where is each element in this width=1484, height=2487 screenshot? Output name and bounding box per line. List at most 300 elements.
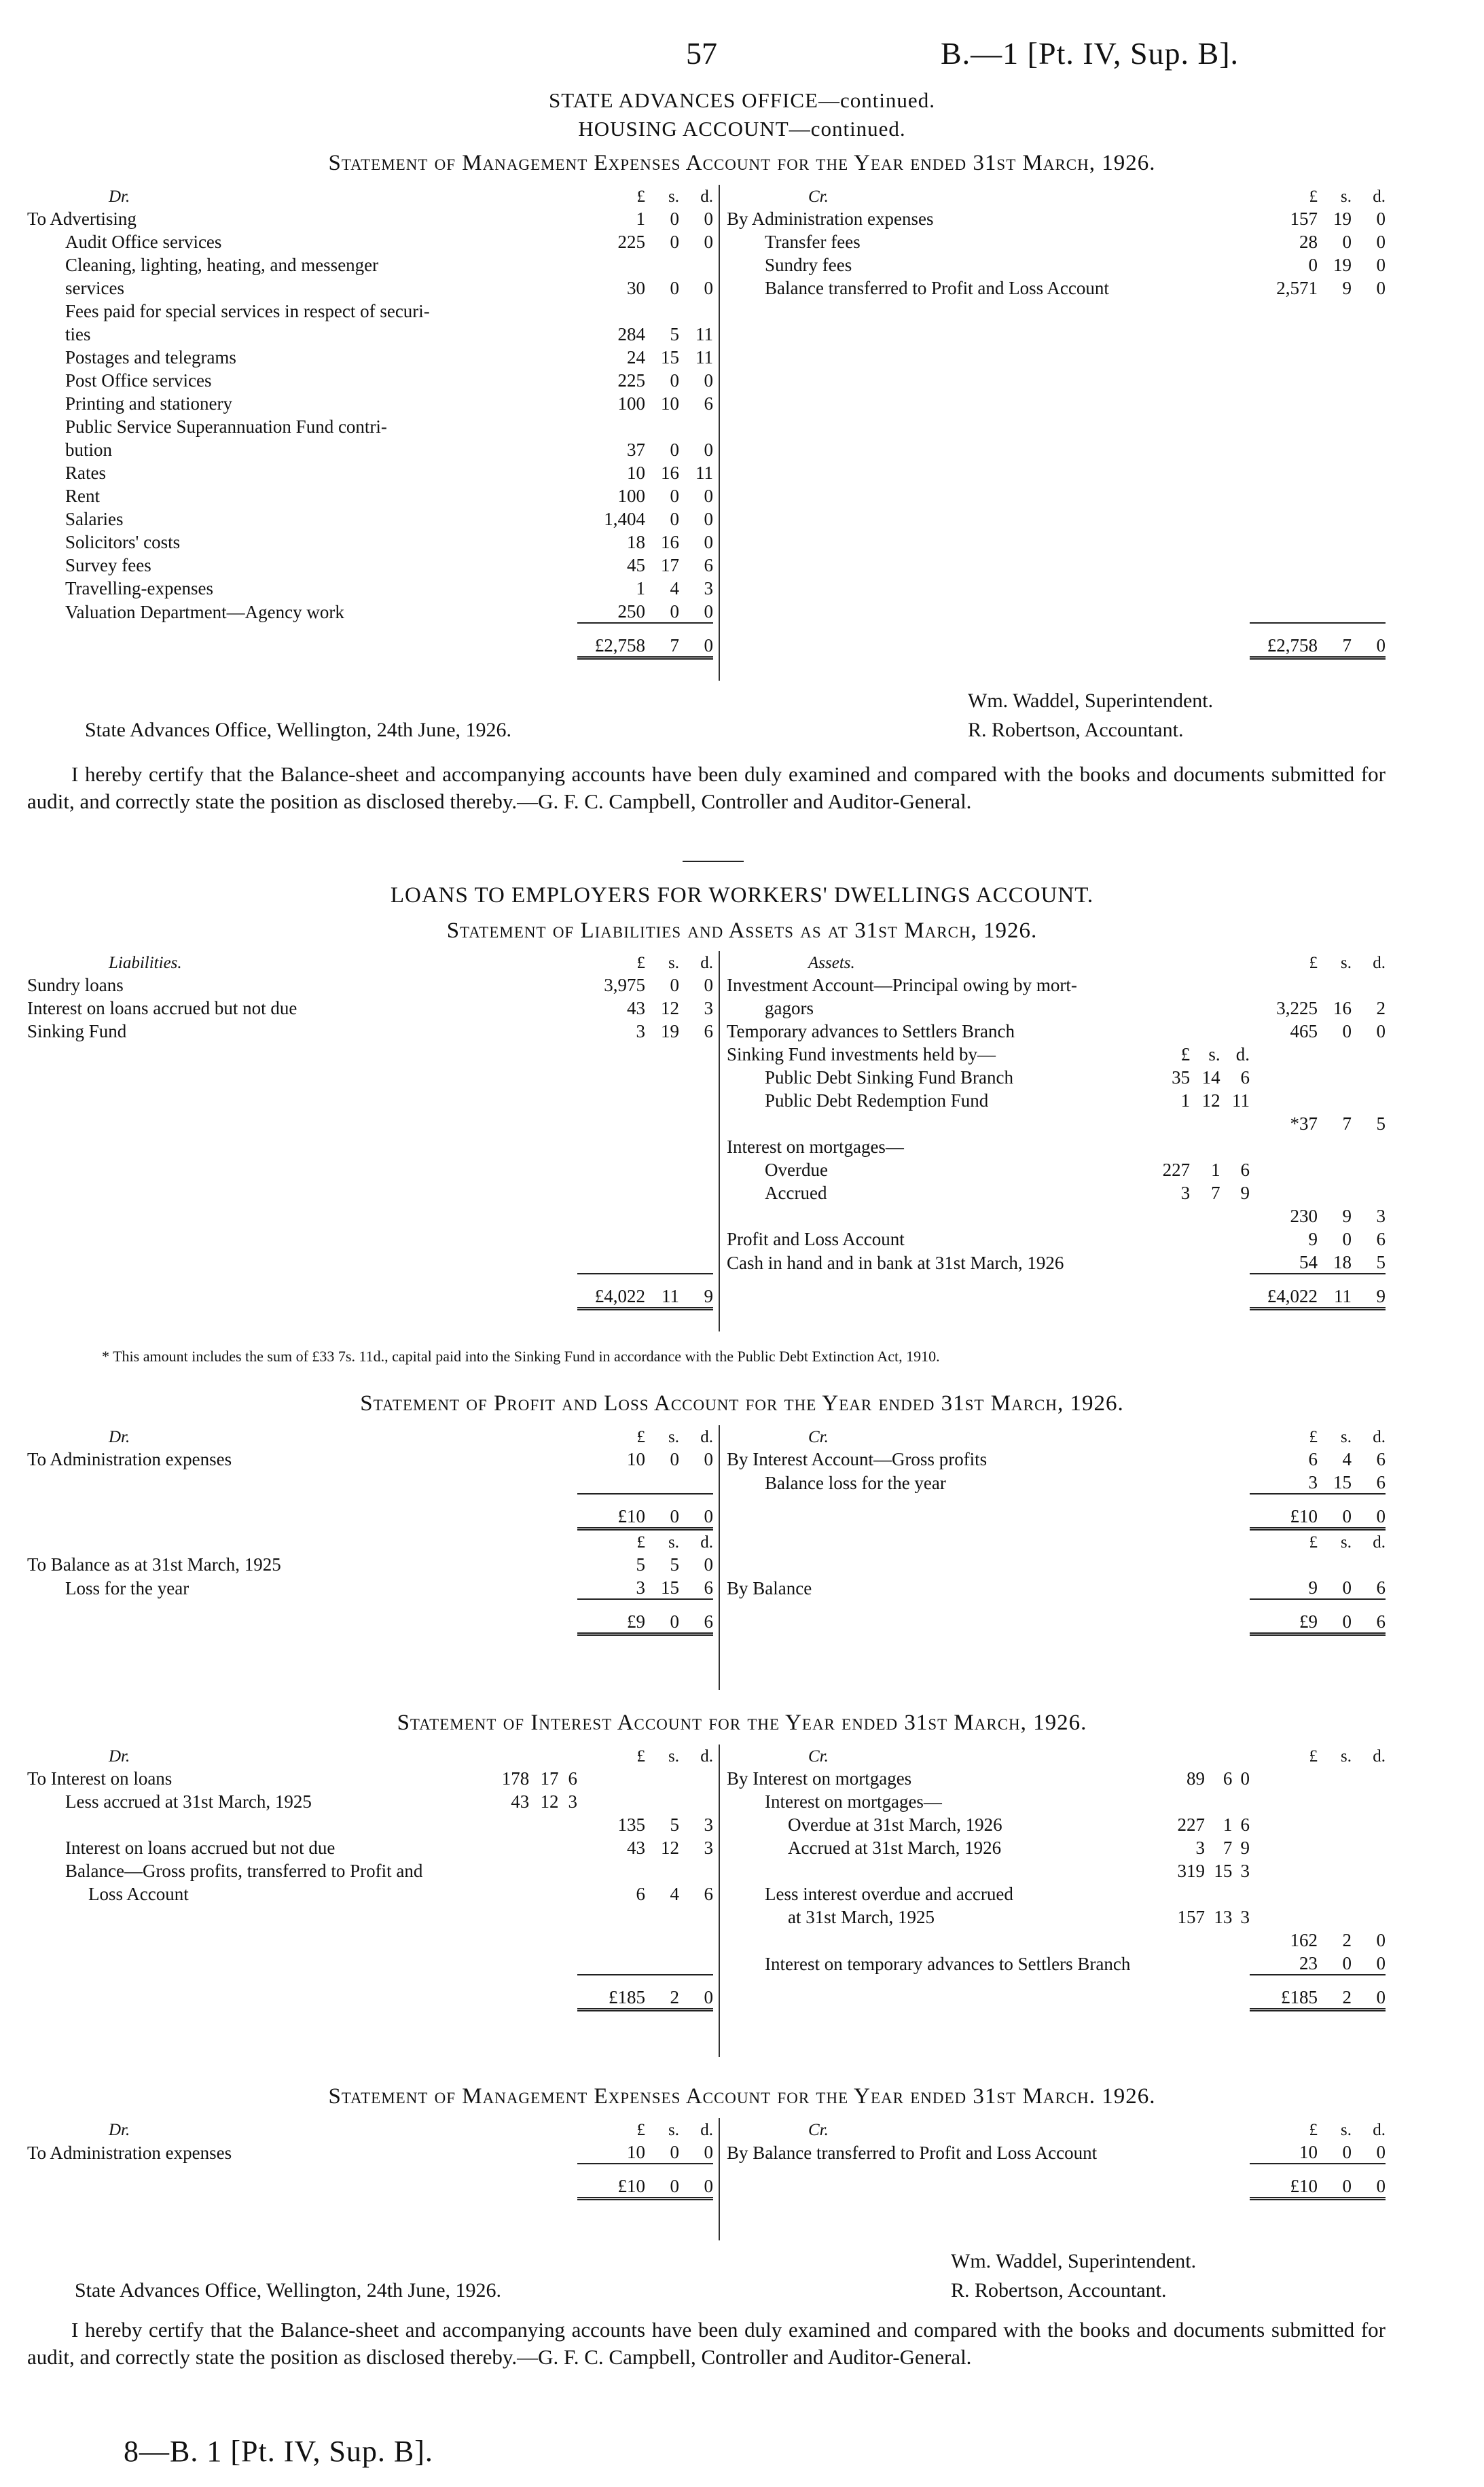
amount-pound: 28 (1299, 232, 1318, 252)
pound-header: £ (1309, 1428, 1318, 1446)
total-s: 7 (1318, 623, 1352, 658)
total-row (27, 623, 713, 658)
amount-pound (577, 1789, 645, 1812)
spacer-row (27, 1042, 713, 1065)
ledger-row (27, 553, 713, 576)
inner-pence (1220, 1250, 1250, 1274)
amount-pound: 54 (1299, 1252, 1318, 1272)
inner-pound: £ (1180, 1044, 1191, 1064)
total-s: 7 (645, 623, 679, 658)
blank-cell (1220, 951, 1250, 973)
blank-cell (1148, 1274, 1190, 1309)
inner-pound (1148, 1111, 1190, 1134)
amount-pound (1250, 1042, 1318, 1065)
blank-cell (1318, 553, 1352, 576)
blank-cell (645, 1042, 679, 1065)
blank-cell (1232, 1745, 1250, 1766)
row-label: Less accrued at 31st March, 1925 (65, 1791, 312, 1812)
amount-pound: 3,225 (1276, 998, 1318, 1018)
ledger-row (27, 599, 713, 623)
side-label: Dr. (109, 2121, 130, 2139)
inner-pence (559, 1812, 577, 1836)
blank-cell (559, 1745, 577, 1766)
blank-cell (679, 1227, 713, 1250)
blank-cell (577, 1905, 645, 1928)
blank-cell (1232, 1975, 1250, 2010)
blank-cell (679, 1928, 713, 1951)
amount-pound: 6 (636, 1884, 645, 1904)
amount-pound (1250, 1859, 1318, 1882)
profit-loss-debit-side (27, 1425, 713, 1636)
blank-cell (645, 1250, 679, 1274)
blank-cell (1318, 299, 1352, 322)
row-label: Cash in hand and in bank at 31st March, 1926 (727, 1253, 1064, 1273)
spacer-row (27, 1250, 713, 1274)
pound-header: £ (636, 1533, 645, 1552)
amount-shilling: 4 (1342, 1449, 1352, 1469)
row-label: Rates (65, 463, 106, 483)
balance-sheet-title: Statement of Liabilities and Assets as at 31st March, 1926. (446, 918, 1038, 943)
blank-cell (1318, 322, 1352, 345)
row-label: Rent (65, 486, 100, 506)
assets-side (727, 951, 1386, 1310)
ledger-row (27, 484, 713, 507)
spacer-row (27, 1088, 713, 1111)
blank-cell (679, 1042, 713, 1065)
amount-shilling: 0 (670, 278, 679, 298)
ledger-row (727, 1928, 1386, 1951)
amount-pound (1250, 1905, 1318, 1928)
blank-cell (1352, 576, 1386, 599)
amount-pence (679, 414, 713, 437)
blank-cell (1250, 345, 1318, 368)
inner-pound (1148, 1227, 1190, 1250)
signature1-place: State Advances Office, Wellington, 24th June, 1926. (85, 719, 512, 741)
blank-cell (645, 1065, 679, 1088)
blank-cell (679, 1204, 713, 1227)
shilling-header: s. (668, 1747, 679, 1766)
amount-shilling (1318, 1158, 1352, 1181)
ledger-row (27, 1836, 713, 1859)
inner-pence (559, 1882, 577, 1905)
spacer-row (727, 1552, 1386, 1575)
blank-cell (27, 1951, 489, 1975)
total-s: 0 (645, 2164, 679, 2199)
inner-pence (559, 1836, 577, 1859)
amount-pound: 465 (1290, 1021, 1318, 1041)
amount-pound: 162 (1290, 1930, 1318, 1950)
total-row (727, 2164, 1386, 2199)
blank-cell (577, 1928, 645, 1951)
spacer-row (27, 1111, 713, 1134)
ledger-row (27, 1766, 713, 1789)
amount-pound (1250, 1836, 1318, 1859)
amount-pound (1250, 1181, 1318, 1204)
blank-cell (529, 1928, 558, 1951)
inner-pence: 6 (1240, 1814, 1250, 1835)
pound-header: £ (636, 187, 645, 206)
blank-cell (727, 437, 1250, 461)
blank-cell (1352, 368, 1386, 391)
amount-shilling: 0 (1342, 1577, 1352, 1598)
ledger-row (727, 1042, 1386, 1065)
amount-pence (1352, 1882, 1386, 1905)
ledger-row (27, 973, 713, 996)
blank-cell (27, 1599, 577, 1634)
ledger-row (727, 230, 1386, 253)
total-row (27, 1599, 713, 1634)
blank-cell (27, 623, 577, 658)
side-label: Dr. (109, 1747, 130, 1766)
amount-shilling: 2 (1342, 1930, 1352, 1950)
blank-cell (529, 1951, 558, 1975)
amount-pound: 6 (1308, 1449, 1318, 1469)
pence-header: d. (1373, 1533, 1386, 1552)
total-row (727, 1975, 1386, 2010)
amount-pence: 0 (704, 209, 713, 229)
blank-cell (679, 1111, 713, 1134)
amount-pence: 0 (704, 2142, 713, 2162)
row-label: By Balance transferred to Profit and Loss Account (727, 2143, 1098, 2163)
ledger-row (727, 1111, 1386, 1134)
amount-shilling: 15 (661, 1577, 679, 1598)
spacer-row (727, 576, 1386, 599)
loans-mgmt-debit-side (27, 2118, 713, 2200)
ledger-row (727, 1882, 1386, 1905)
amount-pound: 100 (617, 393, 645, 414)
blank-cell (727, 507, 1250, 530)
ledger-row (727, 1065, 1386, 1088)
inner-shilling: 15 (1214, 1861, 1233, 1881)
blank-cell (645, 1158, 679, 1181)
shilling-header: s. (668, 2121, 679, 2139)
row-label: at 31st March, 1925 (788, 1907, 935, 1927)
inner-pence: 3 (1240, 1861, 1250, 1881)
inner-shilling (1205, 1882, 1232, 1905)
inner-pence (1220, 973, 1250, 996)
total-p: £2,758 (1250, 623, 1318, 658)
row-label: Audit Office services (65, 232, 222, 252)
spacer-row (727, 414, 1386, 437)
inner-pence (559, 1859, 577, 1882)
amount-pence: 3 (1376, 1206, 1386, 1226)
blank-cell (727, 599, 1250, 623)
side-label (27, 1529, 577, 1553)
row-label: Sundry loans (27, 975, 124, 995)
blank-cell (727, 2164, 1250, 2199)
total-p: £4,022 (577, 1274, 645, 1309)
total-p: £10 (577, 1494, 645, 1529)
spacer-row (727, 553, 1386, 576)
profit-loss-credit-side (727, 1425, 1386, 1636)
housing-mgmt-statement (27, 185, 1386, 687)
total-d: 0 (1352, 1494, 1386, 1529)
blank-cell (1352, 391, 1386, 414)
row-label: Interest on loans accrued but not due (65, 1838, 336, 1858)
inner-pence (1232, 1882, 1250, 1905)
blank-cell (679, 1134, 713, 1158)
ledger-row (27, 2140, 713, 2164)
profit-loss-title: Statement of Profit and Loss Account for the Year ended 31st March, 1926. (360, 1391, 1124, 1416)
inner-pence (1220, 1204, 1250, 1227)
row-label: Overdue (765, 1160, 828, 1180)
amount-pence (1352, 1859, 1386, 1882)
row-label: Overdue at 31st March, 1926 (788, 1814, 1002, 1835)
amount-pound: 10 (627, 2142, 645, 2162)
blank-cell (727, 530, 1250, 553)
amount-pound: 3,975 (604, 975, 645, 995)
amount-pound: 43 (627, 998, 645, 1018)
amount-shilling: 16 (1333, 998, 1352, 1018)
inner-pence (1220, 1227, 1250, 1250)
blank-cell (1352, 1552, 1386, 1575)
row-label: Interest on temporary advances to Settlers Branch (765, 1954, 1131, 1974)
row-label (27, 1812, 489, 1836)
profit-loss-statement (27, 1425, 1386, 1697)
ledger-row (27, 368, 713, 391)
blank-cell (1250, 461, 1318, 484)
row-label: By Balance (727, 1578, 812, 1598)
total-s: 11 (645, 1274, 679, 1309)
ledger-row (27, 391, 713, 414)
amount-pence: 0 (704, 278, 713, 298)
total-s: 0 (645, 1599, 679, 1634)
row-label: Salaries (65, 509, 124, 529)
amount-shilling: 0 (670, 601, 679, 622)
total-p: £9 (577, 1599, 645, 1634)
row-label: Cleaning, lighting, heating, and messenger (65, 255, 379, 275)
ledger-row (727, 1227, 1386, 1250)
amount-pound (1250, 1065, 1318, 1088)
inner-pence (1220, 996, 1250, 1019)
amount-pence: 0 (704, 370, 713, 391)
ledger-row (27, 207, 713, 230)
interest-statement (27, 1745, 1386, 2064)
amount-pence: 2 (1376, 998, 1386, 1018)
inner-shilling (1190, 973, 1220, 996)
total-s: 0 (1318, 2164, 1352, 2199)
blank-cell (645, 1470, 679, 1494)
amount-pound: 10 (627, 1449, 645, 1469)
signature1-superintendent: Wm. Waddel, Superintendent. (968, 690, 1214, 712)
blank-cell (559, 1951, 577, 1975)
blank-cell (1318, 599, 1352, 623)
blank-cell (1318, 437, 1352, 461)
row-label: Transfer fees (765, 232, 861, 252)
inner-pound (489, 1882, 529, 1905)
row-label: Interest on loans accrued but not due (27, 998, 297, 1018)
amount-pence: 6 (704, 1577, 713, 1598)
amount-pound (1250, 1789, 1318, 1812)
total-d: 6 (1352, 1599, 1386, 1634)
column-header-row (727, 1529, 1386, 1553)
blank-cell (727, 576, 1250, 599)
blank-cell (27, 1227, 577, 1250)
blank-cell (489, 1975, 529, 2010)
shilling-header: s. (1341, 1747, 1352, 1766)
blank-cell (645, 1204, 679, 1227)
row-label: Sinking Fund investments held by— (727, 1044, 996, 1064)
spacer-row (27, 1905, 713, 1928)
blank-cell (1318, 345, 1352, 368)
ledger-row (27, 1447, 713, 1470)
blank-cell (27, 1470, 577, 1494)
total-p: £10 (1250, 2164, 1318, 2199)
amount-pence (679, 253, 713, 276)
shilling-header: s. (1341, 1533, 1352, 1552)
pence-header: d. (700, 2121, 713, 2139)
blank-cell (1205, 1975, 1232, 2010)
row-label (727, 1111, 1148, 1134)
inner-pound (1168, 1882, 1205, 1905)
blank-cell (679, 1250, 713, 1274)
amount-pound: 24 (627, 347, 645, 368)
amount-pence: 0 (704, 509, 713, 529)
amount-shilling (1318, 1812, 1352, 1836)
column-header-row (727, 185, 1386, 207)
row-label: Temporary advances to Settlers Branch (727, 1021, 1015, 1041)
row-label: Postages and telegrams (65, 347, 236, 368)
ledger-row (27, 276, 713, 299)
ledger-row (727, 1470, 1386, 1494)
amount-pence (1352, 1042, 1386, 1065)
row-label: Interest on mortgages— (727, 1137, 904, 1157)
inner-pound: 3 (1195, 1838, 1205, 1858)
ledger-row (27, 437, 713, 461)
ledger-row (27, 1859, 713, 1882)
inner-shilling: 6 (1223, 1768, 1233, 1789)
amount-shilling: 15 (1333, 1472, 1352, 1492)
row-label: services (65, 278, 124, 298)
amount-shilling (1318, 1088, 1352, 1111)
inner-pence: 9 (1240, 1838, 1250, 1858)
amount-shilling (1318, 1859, 1352, 1882)
amount-pence (1352, 1836, 1386, 1859)
amount-shilling: 0 (670, 232, 679, 252)
amount-shilling: 9 (1342, 1206, 1352, 1226)
inner-pound: 3 (1180, 1183, 1191, 1203)
shilling-header: s. (1341, 187, 1352, 206)
inner-pence: 3 (568, 1791, 577, 1812)
blank-cell (27, 1158, 577, 1181)
pence-header: d. (700, 1533, 713, 1552)
inner-shilling (529, 1882, 558, 1905)
amount-pound: 45 (627, 555, 645, 575)
blank-cell (645, 1134, 679, 1158)
total-d: 0 (1352, 1975, 1386, 2010)
spacer-row (727, 461, 1386, 484)
ledger-row (27, 253, 713, 276)
inner-pence: 0 (1240, 1768, 1250, 1789)
amount-shilling: 5 (670, 324, 679, 344)
amount-pound: 284 (617, 324, 645, 344)
blank-cell (645, 1905, 679, 1928)
row-label: Public Debt Sinking Fund Branch (765, 1067, 1013, 1088)
blank-cell (1352, 599, 1386, 623)
pence-header: d. (1373, 1747, 1386, 1766)
blank-cell (645, 1088, 679, 1111)
amount-shilling: 0 (670, 486, 679, 506)
blank-cell (27, 1111, 577, 1134)
amount-pence: 3 (704, 1814, 713, 1835)
page-reference: B.—1 [Pt. IV, Sup. B]. (941, 36, 1239, 71)
blank-cell (1352, 345, 1386, 368)
amount-pence (1352, 1812, 1386, 1836)
divider-rule (683, 861, 744, 862)
amount-pound (1250, 973, 1318, 996)
amount-pound: 1 (636, 578, 645, 598)
amount-shilling: 18 (1333, 1252, 1352, 1272)
total-row (27, 1274, 713, 1309)
ledger-row (727, 2140, 1386, 2164)
total-row (27, 1975, 713, 2010)
blank-cell (489, 1745, 529, 1766)
amount-pence: 6 (1376, 1449, 1386, 1469)
blank-cell (577, 1951, 645, 1975)
row-label: Loss for the year (65, 1578, 189, 1598)
inner-shilling (1205, 1789, 1232, 1812)
ledger-row (727, 253, 1386, 276)
interest-credit-side (727, 1745, 1386, 2011)
loans-mgmt-credit-side (727, 2118, 1386, 2200)
pence-header: d. (700, 1747, 713, 1766)
amount-pence (1352, 973, 1386, 996)
balance-sheet (27, 951, 1386, 1338)
column-header-row (727, 1745, 1386, 1766)
blank-cell (1250, 414, 1318, 437)
amount-shilling (645, 414, 679, 437)
blank-cell (645, 1951, 679, 1975)
inner-pound: 35 (1172, 1067, 1191, 1088)
blank-cell (1168, 1745, 1205, 1766)
inner-pound (1168, 1951, 1205, 1975)
amount-pence: 0 (1376, 1021, 1386, 1041)
total-d: 0 (679, 623, 713, 658)
inner-pence: 11 (1232, 1090, 1250, 1111)
ledger-row (27, 507, 713, 530)
amount-shilling (1318, 1181, 1352, 1204)
spacer-row (727, 599, 1386, 623)
ledger-row (727, 1575, 1386, 1599)
amount-pound: 225 (617, 232, 645, 252)
inner-shilling: 12 (540, 1791, 559, 1812)
blank-cell (559, 1905, 577, 1928)
ledger-row (727, 973, 1386, 996)
row-label: Post Office services (65, 370, 212, 391)
blank-cell (645, 1227, 679, 1250)
amount-pence: 5 (1376, 1113, 1386, 1134)
amount-shilling: 15 (661, 347, 679, 368)
blank-cell (1250, 368, 1318, 391)
blank-cell (1148, 951, 1190, 973)
liabilities-side (27, 951, 713, 1310)
inner-shilling (1190, 1227, 1220, 1250)
inner-pound (1168, 1928, 1205, 1951)
inner-pound (1148, 1250, 1190, 1274)
amount-shilling (645, 253, 679, 276)
amount-pence: 0 (704, 975, 713, 995)
row-label: Public Debt Redemption Fund (765, 1090, 989, 1111)
row-label: Solicitors' costs (65, 532, 181, 552)
inner-shilling (1190, 1111, 1220, 1134)
total-d: 0 (679, 1975, 713, 2010)
ledger-row (727, 1158, 1386, 1181)
inner-pence: 6 (1240, 1160, 1250, 1180)
amount-pence (1352, 1158, 1386, 1181)
row-label: Survey fees (65, 555, 151, 575)
blank-cell (1250, 507, 1318, 530)
amount-shilling (645, 299, 679, 322)
